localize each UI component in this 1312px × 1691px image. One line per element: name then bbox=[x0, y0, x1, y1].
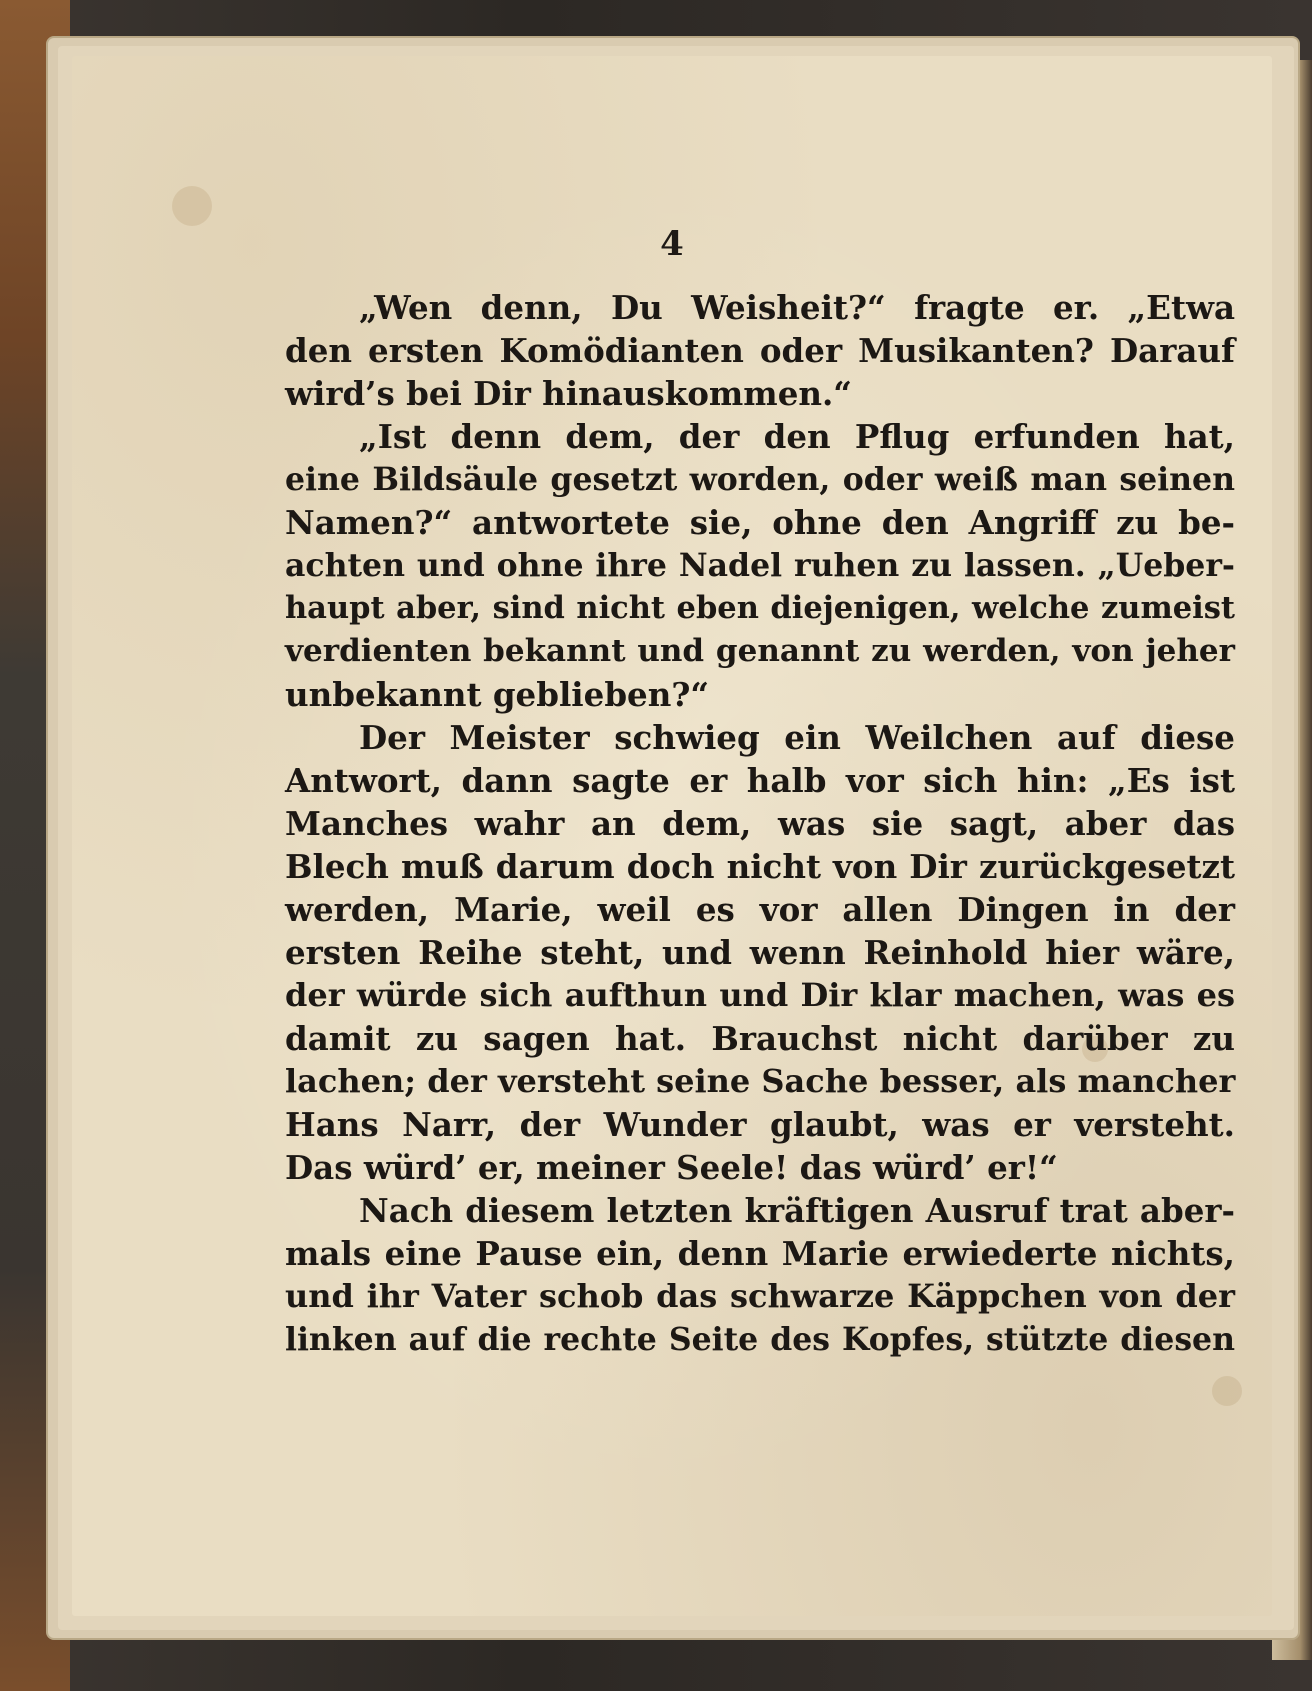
text-line: eine Bildsäule gesetzt worden, oder weiß man seinen bbox=[285, 461, 1235, 498]
text-line: und ihr Vater schob das schwarze Käppchen von der bbox=[285, 1277, 1235, 1315]
paper-stain bbox=[1212, 1376, 1242, 1406]
text-line: „Ist denn dem, der den Pflug erfunden hat, bbox=[359, 417, 1235, 456]
text-line: den ersten Komödianten oder Musikanten? Darauf bbox=[285, 331, 1235, 370]
text-line: Manches wahr an dem, was sie sagt, aber das bbox=[285, 804, 1235, 843]
text-line: „Wen denn, Du Weisheit?“ fragte er. „Etwa bbox=[359, 288, 1235, 327]
book-page bbox=[72, 56, 1272, 1616]
text-line: Nach diesem letzten kräftigen Ausruf trat aber- bbox=[359, 1191, 1235, 1230]
text-line: Das würd’ er, meiner Seele! das würd’ er!“ bbox=[285, 1148, 1058, 1187]
text-line: Antwort, dann sagte er halb vor sich hin: „Es ist bbox=[285, 761, 1235, 800]
page-number: 4 bbox=[660, 224, 684, 264]
text-line: ersten Reihe steht, und wenn Reinhold hier wäre, bbox=[285, 933, 1235, 972]
text-line: werden, Marie, weil es vor allen Dingen in der bbox=[285, 890, 1235, 929]
text-line: Blech muß darum doch nicht von Dir zurückgesetzt bbox=[285, 847, 1235, 886]
text-line: achten und ohne ihre Nadel ruhen zu lassen. „Ueber- bbox=[285, 547, 1235, 584]
text-line: Hans Narr, der Wunder glaubt, was er versteht. bbox=[285, 1105, 1235, 1144]
text-line: lachen; der versteht seine Sache besser, als mancher bbox=[285, 1062, 1236, 1100]
text-line: Der Meister schwieg ein Weilchen auf diese bbox=[359, 718, 1235, 757]
text-line: wird’s bei Dir hinauskommen.“ bbox=[285, 374, 853, 413]
text-line: verdienten bekannt und genannt zu werden, von jeher bbox=[285, 633, 1235, 669]
body-text bbox=[285, 286, 1235, 1361]
text-line: unbekannt geblieben?“ bbox=[285, 675, 710, 714]
text-line: haupt aber, sind nicht eben diejenigen, welche zumeist bbox=[285, 590, 1235, 626]
text-line: damit zu sagen hat. Brauchst nicht darüber zu bbox=[285, 1019, 1235, 1058]
text-line: der würde sich aufthun und Dir klar machen, was es bbox=[285, 976, 1235, 1014]
text-line: mals eine Pause ein, denn Marie erwiederte nichts, bbox=[285, 1234, 1235, 1273]
text-line: linken auf die rechte Seite des Kopfes, stützte diesen bbox=[285, 1321, 1235, 1358]
paper-stain bbox=[172, 186, 212, 226]
text-line: Namen?“ antwortete sie, ohne den Angriff zu be- bbox=[285, 503, 1235, 542]
